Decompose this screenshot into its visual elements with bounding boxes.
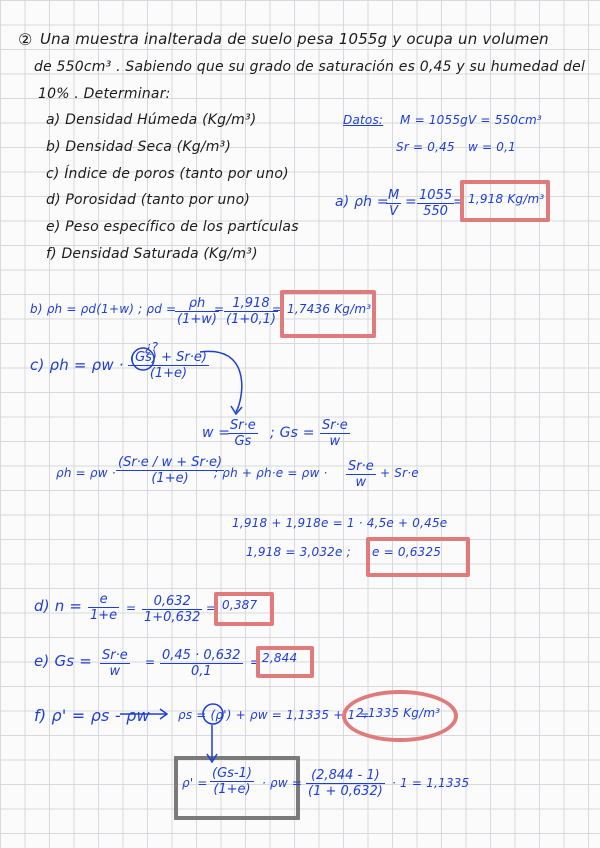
- part-e-result: 2,844: [262, 651, 298, 665]
- part-a-eq: =: [405, 194, 417, 210]
- part-c-f-den: (1+e): [149, 366, 188, 381]
- part-a-result: 1,918 Kg/m³: [468, 192, 545, 206]
- part-d-f1-num: e: [88, 592, 119, 608]
- problem-number: ②: [18, 30, 33, 49]
- part-a-f2-num: 1055: [419, 188, 453, 203]
- part-c-line2-mid: ; ρh + ρh·e = ρw ·: [214, 466, 328, 480]
- part-c-gs-lhs: ; Gs =: [270, 425, 315, 441]
- part-b-eq: =: [214, 302, 225, 316]
- part-c-lhs: c) ρh = ρw ·: [30, 356, 124, 374]
- datos-label: Datos:: [343, 113, 384, 127]
- part-e-f2-den: 0,1: [190, 664, 212, 679]
- problem-item-a: a) Densidad Húmeda (Kg/m³): [46, 112, 257, 128]
- part-c-w-num: Sr·e: [230, 418, 256, 433]
- part-f-formula-lhs: ρ' =: [182, 776, 208, 790]
- part-e-eq: =: [145, 655, 156, 669]
- datos-sr: Sr = 0,45: [396, 140, 455, 154]
- part-c-gs-num: Sr·e: [322, 418, 348, 433]
- part-c-gs-den: w: [329, 434, 341, 449]
- gs-circle: [132, 348, 154, 370]
- problem-line-3: 10% . Determinar:: [38, 86, 171, 102]
- part-d-f2-den: 1+0,632: [144, 610, 201, 625]
- part-e-f1-num: Sr·e: [102, 648, 128, 663]
- part-e-lhs: e) Gs =: [34, 652, 93, 670]
- part-c-line2-end: + Sr·e: [380, 466, 419, 480]
- part-c-line2-lhs: ρh = ρw ·: [56, 466, 116, 480]
- part-f-f1-den: (1+e): [213, 782, 251, 797]
- part-c-line2-num-2: Sr·e: [348, 459, 374, 474]
- problem-item-d: d) Porosidad (tanto por uno): [46, 192, 251, 208]
- part-b-f2-num: 1,918: [224, 296, 278, 312]
- datos-v: V = 550cm³: [468, 113, 542, 127]
- part-d-f2-num: 0,632: [142, 594, 202, 610]
- part-f-result: 2,1335 Kg/m³: [356, 706, 441, 720]
- part-c-w-lhs: w =: [202, 425, 231, 441]
- part-c-line3: 1,918 + 1,918e = 1 · 4,5e + 0,45e: [232, 516, 448, 530]
- part-d-f1-den: 1+e: [90, 608, 118, 623]
- datos-m: M = 1055g: [400, 113, 468, 127]
- part-c-line4: 1,918 = 3,032e ;: [246, 545, 351, 559]
- part-a-f1-den: V: [389, 204, 399, 219]
- part-f-lhs: f) ρ' = ρs - ρw: [34, 706, 150, 725]
- part-b-result: 1,7436 Kg/m³: [287, 302, 372, 316]
- part-f-mid: ρs = (ρ') + ρw = 1,1335 + 1 =: [178, 708, 370, 722]
- part-d-eq: =: [126, 601, 137, 615]
- curved-arrow: [200, 351, 242, 412]
- part-c-f-num: (Gs) + Sr·e): [130, 350, 207, 365]
- part-f-f1-end: · ρw =: [262, 776, 303, 790]
- part-c-result: e = 0,6325: [372, 545, 442, 559]
- part-d-lhs: d) n =: [34, 597, 83, 615]
- part-f-f2-num: (2,844 - 1): [306, 768, 385, 784]
- problem-item-f: f) Densidad Saturada (Kg/m³): [46, 246, 258, 262]
- part-e-f2-num: 0,45 · 0,632: [162, 648, 241, 663]
- part-f-f2-den: (1 + 0,632): [308, 784, 383, 799]
- part-d-eq2: =: [206, 601, 217, 615]
- problem-item-b: b) Densidad Seca (Kg/m³): [46, 139, 232, 155]
- problem-item-c: c) Índice de poros (tanto por uno): [46, 166, 289, 182]
- part-b-eq2: =: [272, 302, 283, 316]
- datos-w: w = 0,1: [468, 140, 516, 154]
- part-b-f2-den: (1+0,1): [226, 312, 276, 327]
- part-a-eq2: =: [453, 194, 465, 210]
- problem-line-1: Una muestra inalterada de suelo pesa 1055g y ocupa un volumen: [40, 30, 549, 48]
- part-a-f2-den: 550: [423, 204, 448, 219]
- part-c-line2-den: (1+e): [151, 471, 189, 486]
- rho-prime-circle: [203, 704, 223, 724]
- part-b-f1-den: (1+w): [177, 312, 217, 327]
- part-c-line2-den-2: w: [355, 475, 367, 490]
- part-c-annotation: ¿?: [145, 340, 159, 354]
- part-c-line2-num: (Sr·e / w + Sr·e): [118, 455, 223, 470]
- part-f-final: · 1 = 1,1335: [392, 776, 470, 790]
- part-b-f1-num: ρh: [175, 296, 219, 312]
- problem-line-2: de 550cm³ . Sabiendo que su grado de saturación es 0,45 y su humedad del: [34, 59, 586, 75]
- part-e-eq2: =: [250, 655, 261, 669]
- part-c-w-den: Gs: [234, 434, 252, 449]
- part-e-f1-den: w: [109, 664, 121, 679]
- part-a-lhs: a) ρh =: [335, 194, 389, 210]
- part-d-result: 0,387: [222, 598, 258, 612]
- part-b-lhs: b) ρh = ρd(1+w) ; ρd =: [30, 302, 177, 316]
- part-f-f1-num: (Gs-1): [212, 766, 252, 781]
- problem-item-e: e) Peso específico de los partículas: [46, 219, 299, 235]
- part-a-f1-num: M: [388, 188, 400, 203]
